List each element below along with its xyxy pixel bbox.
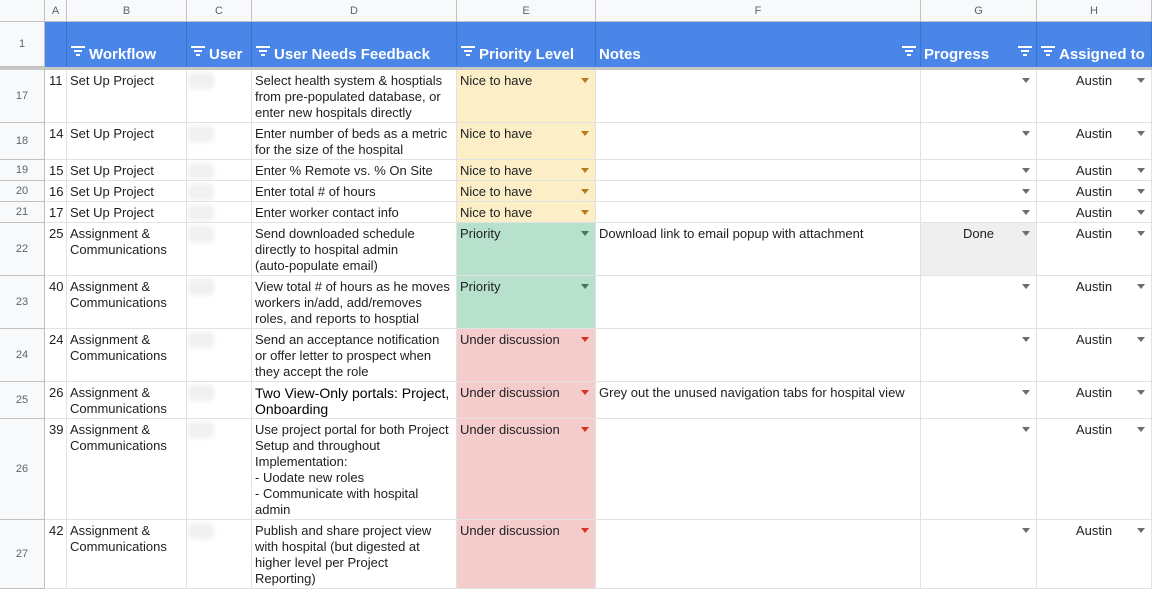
cell-priority[interactable]: [457, 382, 596, 419]
cell-notes[interactable]: [596, 70, 921, 123]
cell-user[interactable]: [187, 223, 252, 276]
chevron-down-icon[interactable]: [1137, 189, 1145, 194]
cell-assigned[interactable]: [1037, 160, 1152, 181]
filter-icon[interactable]: [461, 43, 475, 60]
cell-workflow[interactable]: Set Up Project: [67, 181, 187, 202]
cell-workflow[interactable]: Assignment & Communications: [67, 223, 187, 276]
cell-priority[interactable]: [457, 202, 596, 223]
assigned-value: Austin: [1075, 523, 1113, 538]
redacted-user: [190, 186, 212, 198]
chevron-down-icon[interactable]: [1022, 78, 1030, 83]
filter-icon[interactable]: [71, 43, 85, 60]
header-cell-id[interactable]: [45, 22, 67, 67]
cell-workflow[interactable]: Assignment & Communications: [67, 520, 187, 589]
chevron-down-icon[interactable]: [1137, 528, 1145, 533]
cell-user[interactable]: [187, 181, 252, 202]
cell-id[interactable]: 39: [45, 419, 67, 520]
redacted-user: [190, 525, 212, 537]
chevron-down-icon[interactable]: [1137, 390, 1145, 395]
cell-id[interactable]: 17: [45, 202, 67, 223]
cell-id[interactable]: 42: [45, 520, 67, 589]
cell-notes[interactable]: [596, 329, 921, 382]
cell-id[interactable]: 11: [45, 70, 67, 123]
cell-priority[interactable]: [457, 123, 596, 160]
cell-notes[interactable]: [596, 419, 921, 520]
column-header-a[interactable]: A: [45, 0, 67, 22]
chevron-down-icon[interactable]: [1137, 427, 1145, 432]
cell-workflow[interactable]: Set Up Project: [67, 70, 187, 123]
cell-feedback[interactable]: Enter total # of hours: [252, 181, 457, 202]
header-priority[interactable]: [457, 22, 596, 67]
cell-progress[interactable]: [921, 419, 1037, 520]
priority-value: Nice to have: [460, 205, 533, 220]
cell-workflow[interactable]: Set Up Project: [67, 202, 187, 223]
cell-workflow[interactable]: Set Up Project: [67, 123, 187, 160]
cell-workflow[interactable]: Assignment & Communications: [67, 276, 187, 329]
chevron-down-icon[interactable]: [1022, 210, 1030, 215]
chevron-down-icon[interactable]: [1137, 78, 1145, 83]
row-number[interactable]: 21: [0, 202, 45, 223]
cell-assigned[interactable]: [1037, 123, 1152, 160]
cell-notes[interactable]: [596, 181, 921, 202]
header-label: Assigned to: [1059, 46, 1145, 63]
assigned-value: Austin: [1075, 385, 1113, 400]
cell-id[interactable]: 40: [45, 276, 67, 329]
filter-icon[interactable]: [1041, 43, 1055, 60]
cell-progress[interactable]: [921, 202, 1037, 223]
redacted-user: [190, 165, 212, 177]
cell-priority[interactable]: [457, 160, 596, 181]
cell-progress[interactable]: [921, 382, 1037, 419]
redacted-user: [190, 424, 212, 436]
redacted-user: [190, 207, 212, 219]
chevron-down-icon[interactable]: [1022, 528, 1030, 533]
row-number[interactable]: 22: [0, 223, 45, 276]
chevron-down-icon[interactable]: [1137, 284, 1145, 289]
chevron-down-icon[interactable]: [1022, 231, 1030, 236]
column-header-h[interactable]: H: [1037, 0, 1152, 22]
cell-assigned[interactable]: [1037, 419, 1152, 520]
chevron-down-icon[interactable]: [1137, 168, 1145, 173]
cell-notes[interactable]: Download link to email popup with attachment: [596, 223, 921, 276]
chevron-down-icon[interactable]: [1022, 284, 1030, 289]
header-feedback[interactable]: [252, 22, 457, 67]
cell-notes[interactable]: Grey out the unused navigation tabs for hospital view: [596, 382, 921, 419]
row-number[interactable]: 25: [0, 382, 45, 419]
cell-workflow[interactable]: Assignment & Communications: [67, 382, 187, 419]
chevron-down-icon[interactable]: [581, 78, 589, 83]
chevron-down-icon[interactable]: [581, 337, 589, 342]
assigned-value: Austin: [1075, 73, 1113, 88]
redacted-user: [190, 387, 212, 399]
row-number[interactable]: 24: [0, 329, 45, 382]
chevron-down-icon[interactable]: [581, 131, 589, 136]
assigned-value: Austin: [1075, 279, 1113, 294]
cell-user[interactable]: [187, 276, 252, 329]
header-notes[interactable]: [596, 22, 921, 67]
priority-value: Nice to have: [460, 126, 533, 141]
header-label: User: [209, 46, 243, 63]
filter-icon[interactable]: [902, 43, 916, 60]
assigned-value: Austin: [1075, 332, 1113, 347]
cell-progress[interactable]: [921, 276, 1037, 329]
row-number[interactable]: 26: [0, 419, 45, 520]
cell-progress[interactable]: [921, 181, 1037, 202]
column-header-f[interactable]: F: [596, 0, 921, 22]
assigned-value: Austin: [1075, 226, 1113, 241]
cell-feedback[interactable]: Send an acceptance notification or offer letter to prospect when they accept the role: [252, 329, 457, 382]
header-label: Workflow: [89, 46, 157, 63]
assigned-value: Austin: [1075, 126, 1113, 141]
column-header-g[interactable]: G: [921, 0, 1037, 22]
header-user[interactable]: [187, 22, 252, 67]
chevron-down-icon[interactable]: [581, 168, 589, 173]
cell-notes[interactable]: [596, 123, 921, 160]
cell-feedback[interactable]: Enter number of beds as a metric for the size of the hospital: [252, 123, 457, 160]
redacted-user: [190, 128, 212, 140]
header-workflow[interactable]: [67, 22, 187, 67]
cell-feedback[interactable]: Select health system & hosptials from pre-populated database, or enter new hospitals directly: [252, 70, 457, 123]
priority-value: Under discussion: [460, 332, 560, 347]
cell-feedback[interactable]: Send downloaded schedule directly to hospital admin (auto-populate email): [252, 223, 457, 276]
header-assigned[interactable]: [1037, 22, 1152, 67]
cell-id[interactable]: 14: [45, 123, 67, 160]
chevron-down-icon[interactable]: [581, 210, 589, 215]
assigned-value: Austin: [1075, 422, 1113, 437]
header-label: Notes: [599, 46, 641, 63]
row-number[interactable]: 17: [0, 70, 45, 123]
cell-priority[interactable]: [457, 520, 596, 589]
cell-id[interactable]: 25: [45, 223, 67, 276]
assigned-value: Austin: [1075, 163, 1113, 178]
cell-progress[interactable]: [921, 160, 1037, 181]
chevron-down-icon[interactable]: [1022, 337, 1030, 342]
cell-progress[interactable]: [921, 70, 1037, 123]
cell-assigned[interactable]: [1037, 382, 1152, 419]
cell-progress[interactable]: [921, 223, 1037, 276]
redacted-user: [190, 281, 212, 293]
header-row-number[interactable]: 1: [0, 22, 45, 67]
cell-notes[interactable]: [596, 202, 921, 223]
cell-workflow[interactable]: Set Up Project: [67, 160, 187, 181]
cell-assigned[interactable]: [1037, 276, 1152, 329]
header-label: Priority Level: [479, 46, 575, 63]
cell-priority[interactable]: [457, 181, 596, 202]
redacted-user: [190, 334, 212, 346]
cell-workflow[interactable]: Assignment & Communications: [67, 329, 187, 382]
priority-value: Nice to have: [460, 73, 533, 88]
cell-priority[interactable]: [457, 276, 596, 329]
column-header-c[interactable]: C: [187, 0, 252, 22]
cell-user[interactable]: [187, 329, 252, 382]
cell-priority[interactable]: [457, 223, 596, 276]
chevron-down-icon[interactable]: [581, 528, 589, 533]
cell-assigned[interactable]: [1037, 329, 1152, 382]
cell-assigned[interactable]: [1037, 202, 1152, 223]
chevron-down-icon[interactable]: [1137, 337, 1145, 342]
cell-feedback[interactable]: Two View-Only portals: Project, Onboarding: [252, 382, 457, 419]
select-all-corner[interactable]: [0, 0, 45, 22]
cell-user[interactable]: [187, 202, 252, 223]
column-header-e[interactable]: E: [457, 0, 596, 22]
cell-progress[interactable]: [921, 520, 1037, 589]
priority-value: Nice to have: [460, 163, 533, 178]
redacted-user: [190, 228, 212, 240]
chevron-down-icon[interactable]: [581, 189, 589, 194]
cell-assigned[interactable]: [1037, 223, 1152, 276]
row-number[interactable]: 18: [0, 123, 45, 160]
cell-priority[interactable]: [457, 329, 596, 382]
cell-user[interactable]: [187, 419, 252, 520]
cell-notes[interactable]: [596, 520, 921, 589]
cell-workflow[interactable]: Assignment & Communications: [67, 419, 187, 520]
chevron-down-icon[interactable]: [1022, 427, 1030, 432]
cell-notes[interactable]: [596, 160, 921, 181]
filter-icon[interactable]: [256, 43, 270, 60]
row-number[interactable]: 27: [0, 520, 45, 589]
cell-id[interactable]: 16: [45, 181, 67, 202]
cell-user[interactable]: [187, 70, 252, 123]
cell-assigned[interactable]: [1037, 181, 1152, 202]
chevron-down-icon[interactable]: [1137, 131, 1145, 136]
chevron-down-icon[interactable]: [581, 390, 589, 395]
priority-value: Under discussion: [460, 523, 560, 538]
chevron-down-icon[interactable]: [581, 284, 589, 289]
cell-feedback[interactable]: Enter % Remote vs. % On Site: [252, 160, 457, 181]
cell-feedback[interactable]: Enter worker contact info: [252, 202, 457, 223]
chevron-down-icon[interactable]: [1022, 168, 1030, 173]
redacted-user: [190, 75, 212, 87]
cell-user[interactable]: [187, 520, 252, 589]
cell-feedback[interactable]: View total # of hours as he moves workers in/add, add/removes roles, and reports to hosptial: [252, 276, 457, 329]
assigned-value: Austin: [1075, 205, 1113, 220]
priority-value: Nice to have: [460, 184, 533, 199]
cell-user[interactable]: [187, 123, 252, 160]
priority-value: Under discussion: [460, 385, 560, 400]
row-number[interactable]: 19: [0, 160, 45, 181]
chevron-down-icon[interactable]: [1137, 210, 1145, 215]
priority-value: Priority: [460, 226, 501, 241]
chevron-down-icon[interactable]: [581, 231, 589, 236]
chevron-down-icon[interactable]: [1022, 390, 1030, 395]
chevron-down-icon[interactable]: [581, 427, 589, 432]
header-progress[interactable]: [921, 22, 1037, 67]
header-label: User Needs Feedback: [274, 46, 430, 63]
row-number[interactable]: 20: [0, 181, 45, 202]
chevron-down-icon[interactable]: [1137, 231, 1145, 236]
column-header-d[interactable]: D: [252, 0, 457, 22]
filter-icon[interactable]: [1018, 43, 1032, 60]
priority-value: Under discussion: [460, 422, 560, 437]
cell-progress[interactable]: [921, 329, 1037, 382]
chevron-down-icon[interactable]: [1022, 189, 1030, 194]
row-number[interactable]: 23: [0, 276, 45, 329]
cell-assigned[interactable]: [1037, 520, 1152, 589]
cell-progress[interactable]: [921, 123, 1037, 160]
cell-feedback[interactable]: Publish and share project view with hospital (but digested at higher level per Project Reporting): [252, 520, 457, 589]
column-header-b[interactable]: B: [67, 0, 187, 22]
cell-priority[interactable]: [457, 419, 596, 520]
cell-id[interactable]: 26: [45, 382, 67, 419]
cell-user[interactable]: [187, 382, 252, 419]
header-label: Progress: [924, 46, 990, 63]
cell-notes[interactable]: [596, 276, 921, 329]
cell-id[interactable]: 15: [45, 160, 67, 181]
priority-value: Priority: [460, 279, 501, 294]
cell-id[interactable]: 24: [45, 329, 67, 382]
assigned-value: Austin: [1075, 184, 1113, 199]
cell-user[interactable]: [187, 160, 252, 181]
filter-icon[interactable]: [191, 43, 205, 60]
cell-feedback[interactable]: Use project portal for both Project Setup and throughout Implementation: - Uodate new roles - Communicate with hospital admin: [252, 419, 457, 520]
chevron-down-icon[interactable]: [1022, 131, 1030, 136]
cell-assigned[interactable]: [1037, 70, 1152, 123]
cell-priority[interactable]: [457, 70, 596, 123]
progress-value: Done: [962, 226, 995, 241]
